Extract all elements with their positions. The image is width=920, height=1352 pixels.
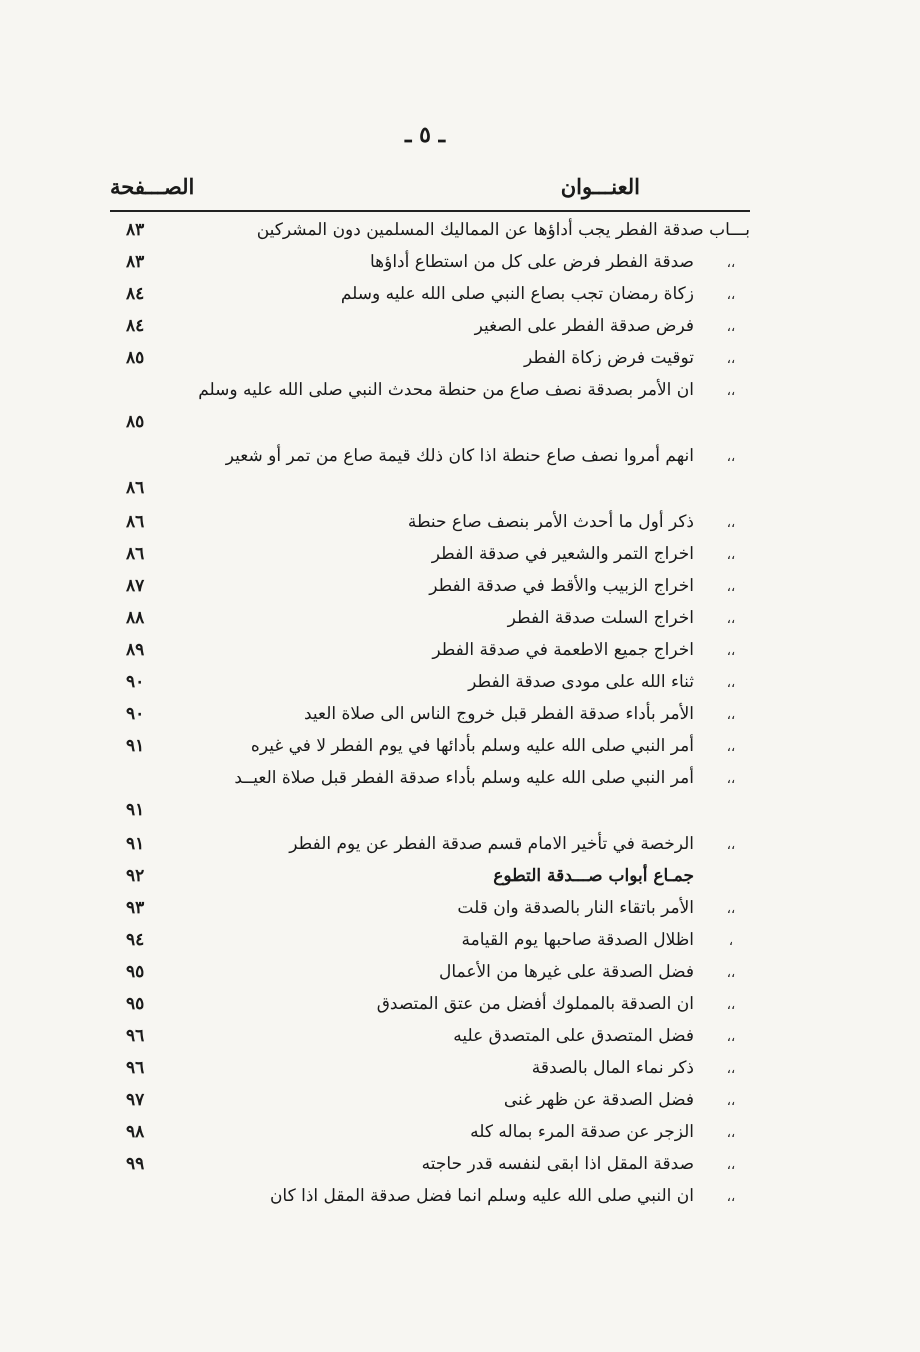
- ditto-marker: ،،: [726, 450, 736, 465]
- entry-title: صدقة المقل اذا ابقى لنفسه قدر حاجته: [421, 1154, 694, 1174]
- page-ref: ٩٧: [126, 1090, 145, 1110]
- entry-title: جمـاع أبواب صـــدقة التطوع: [493, 866, 694, 886]
- page-ref: ٩٤: [126, 930, 145, 950]
- entry-title: اخراج التمر والشعير في صدقة الفطر: [431, 544, 694, 564]
- page-ref: ٨٥: [126, 412, 145, 432]
- entry-title: أمر النبي صلى الله عليه وسلم بأدائها في يوم الفطر لا في غيره: [250, 736, 694, 756]
- entry-title: اخراج الزبيب والأقط في صدقة الفطر: [429, 576, 694, 596]
- ditto-marker: ،،: [726, 384, 736, 399]
- toc-entry: [0, 570, 920, 602]
- toc-entry: [0, 892, 920, 924]
- page-number: ـ ٥ ـ: [404, 122, 446, 148]
- toc-entry: [0, 506, 920, 538]
- toc-entry: [0, 956, 920, 988]
- ditto-marker: ،،: [726, 548, 736, 563]
- entry-title: زكاة رمضان تجب بصاع النبي صلى الله عليه وسلم: [340, 284, 694, 304]
- ditto-marker: ،،: [726, 966, 736, 981]
- toc-entry: [0, 1180, 920, 1212]
- entry-title: فضل الصدقة عن ظهر غنى: [503, 1090, 694, 1110]
- entry-title: الأمر بأداء صدقة الفطر قبل خروج الناس الى صلاة العيد: [303, 704, 694, 724]
- page-ref: ٩٦: [126, 1058, 145, 1078]
- page-ref: ٩٥: [126, 994, 145, 1014]
- ditto-marker: ،،: [726, 256, 736, 271]
- toc-entry: [0, 828, 920, 860]
- page-ref: ٨٦: [126, 512, 145, 532]
- ditto-marker: ،،: [726, 320, 736, 335]
- section-heading: [0, 860, 920, 892]
- toc-entry: [0, 666, 920, 698]
- ditto-marker: ،،: [726, 676, 736, 691]
- table-of-contents: [0, 214, 920, 1212]
- toc-entry: [0, 1020, 920, 1052]
- entry-title: الزجر عن صدقة المرء بماله كله: [470, 1122, 694, 1142]
- page-ref: ٩٨: [126, 1122, 145, 1142]
- entry-title: توقيت فرض زكاة الفطر: [524, 348, 694, 368]
- page-ref: ٨٥: [126, 348, 145, 368]
- ditto-marker: ،،: [726, 644, 736, 659]
- toc-entry: [0, 538, 920, 570]
- page-ref: ٩٠: [126, 704, 145, 724]
- page-ref: ٨٧: [126, 576, 145, 596]
- ditto-marker: ،،: [726, 902, 736, 917]
- toc-entry: [0, 310, 920, 342]
- toc-entry: [0, 374, 920, 440]
- ditto-marker: ،: [728, 934, 734, 949]
- page-ref: ٨٦: [126, 478, 145, 498]
- page-ref: ٨٩: [126, 640, 145, 660]
- entry-title: ان الصدقة بالمملوك أفضل من عتق المتصدق: [376, 994, 694, 1014]
- entry-title: صدقة الفطر فرض على كل من استطاع أداؤها: [369, 252, 694, 272]
- toc-entry: [0, 342, 920, 374]
- toc-entry: [0, 924, 920, 956]
- toc-entry: [0, 1084, 920, 1116]
- title-column-header: العنـــوان: [560, 174, 640, 199]
- toc-entry: [0, 762, 920, 828]
- page-ref: ٩٥: [126, 962, 145, 982]
- toc-entry: [0, 730, 920, 762]
- entry-title: ذكر أول ما أحدث الأمر بنصف صاع حنطة: [407, 512, 694, 532]
- ditto-marker: ،،: [726, 580, 736, 595]
- page-ref: ٨٣: [126, 252, 145, 272]
- page-ref: ٨٤: [126, 316, 145, 336]
- toc-entry: [0, 440, 920, 506]
- entry-title: الرخصة في تأخير الامام قسم صدقة الفطر عن يوم الفطر: [289, 834, 694, 854]
- toc-entry: [0, 698, 920, 730]
- page-column-header: الصـــفحة: [110, 174, 195, 199]
- entry-title: بـــاب صدقة الفطر يجب أداؤها عن المماليك المسلمين دون المشركين: [256, 220, 750, 240]
- ditto-marker: ،،: [726, 612, 736, 627]
- entry-title: أمر النبي صلى الله عليه وسلم بأداء صدقة الفطر قبل صلاة العيــد: [234, 768, 694, 788]
- ditto-marker: ،،: [726, 740, 736, 755]
- page-ref: ٩٦: [126, 1026, 145, 1046]
- entry-title: ان الأمر بصدقة نصف صاع من حنطة محدث النبي صلى الله عليه وسلم: [198, 380, 694, 400]
- entry-title: الأمر باتقاء النار بالصدقة وان قلت: [457, 898, 694, 918]
- page-ref: ٨٣: [126, 220, 145, 240]
- toc-entry: [0, 246, 920, 278]
- toc-entry: [0, 1052, 920, 1084]
- page-ref: ٩٩: [126, 1154, 145, 1174]
- toc-header: [110, 174, 640, 206]
- toc-entry: [0, 602, 920, 634]
- entry-title: ذكر نماء المال بالصدقة: [531, 1058, 694, 1078]
- entry-title: فضل الصدقة على غيرها من الأعمال: [438, 962, 694, 982]
- entry-title: اخراج جميع الاطعمة في صدقة الفطر: [432, 640, 694, 660]
- entry-title: ثناء الله على مودى صدقة الفطر: [468, 672, 694, 692]
- ditto-marker: ،،: [726, 838, 736, 853]
- page-ref: ٩٠: [126, 672, 145, 692]
- ditto-marker: ،،: [726, 288, 736, 303]
- page-ref: ٩١: [126, 800, 145, 820]
- page-ref: ٨٦: [126, 544, 145, 564]
- page-ref: ٩٢: [126, 866, 145, 886]
- page-ref: ٩٣: [126, 898, 145, 918]
- ditto-marker: ،،: [726, 998, 736, 1013]
- entry-title: ان النبي صلى الله عليه وسلم انما فضل صدقة المقل اذا كان: [269, 1186, 694, 1206]
- entry-title: فضل المتصدق على المتصدق عليه: [453, 1026, 694, 1046]
- toc-entry: [0, 1148, 920, 1180]
- toc-entry: [0, 214, 920, 246]
- ditto-marker: ،،: [726, 772, 736, 787]
- entry-title: اظلال الصدقة صاحبها يوم القيامة: [461, 930, 694, 950]
- page-ref: ٨٨: [126, 608, 145, 628]
- entry-title: انهم أمروا نصف صاع حنطة اذا كان ذلك قيمة صاع من تمر أو شعير: [225, 446, 694, 466]
- ditto-marker: ،،: [726, 1126, 736, 1141]
- toc-entry: [0, 988, 920, 1020]
- ditto-marker: ،،: [726, 1062, 736, 1077]
- ditto-marker: ،،: [726, 1190, 736, 1205]
- header-rule: [110, 210, 750, 212]
- entry-title: فرض صدقة الفطر على الصغير: [474, 316, 694, 336]
- ditto-marker: ،،: [726, 1030, 736, 1045]
- toc-entry: [0, 634, 920, 666]
- toc-entry: [0, 278, 920, 310]
- ditto-marker: ،،: [726, 1158, 736, 1173]
- ditto-marker: ،،: [726, 352, 736, 367]
- page-ref: ٨٤: [126, 284, 145, 304]
- ditto-marker: ،،: [726, 1094, 736, 1109]
- page-ref: ٩١: [126, 736, 145, 756]
- entry-title: اخراج السلت صدقة الفطر: [507, 608, 694, 628]
- toc-entry: [0, 1116, 920, 1148]
- ditto-marker: ،،: [726, 516, 736, 531]
- ditto-marker: ،،: [726, 708, 736, 723]
- page-ref: ٩١: [126, 834, 145, 854]
